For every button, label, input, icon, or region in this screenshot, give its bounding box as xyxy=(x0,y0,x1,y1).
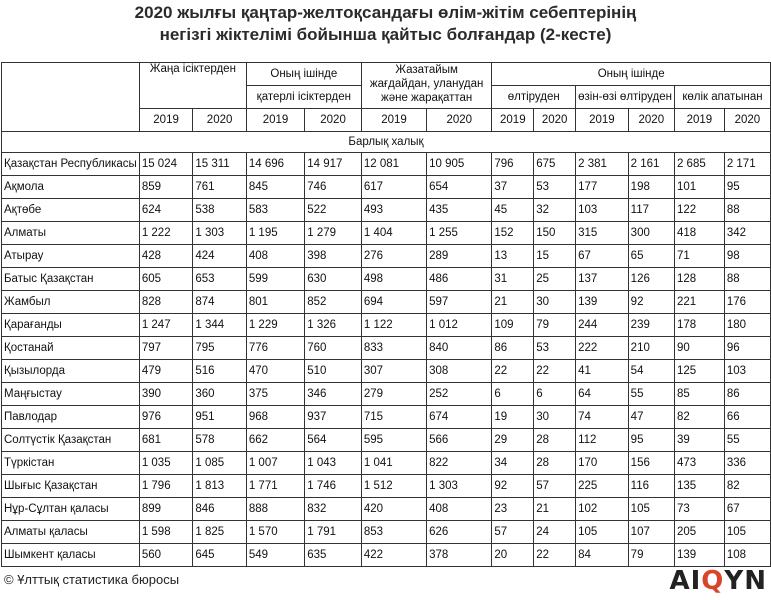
value-cell: 315 xyxy=(576,222,629,245)
year-cell: 2020 xyxy=(628,109,674,132)
value-cell: 599 xyxy=(246,268,304,291)
value-cell: 510 xyxy=(305,360,362,383)
value-cell: 222 xyxy=(576,337,629,360)
value-cell: 15 311 xyxy=(193,153,246,176)
value-cell: 549 xyxy=(246,544,304,567)
all-population-label: Барлық халық xyxy=(2,132,771,153)
value-cell: 1 043 xyxy=(305,452,362,475)
value-cell: 82 xyxy=(674,406,724,429)
value-cell: 25 xyxy=(534,268,576,291)
value-cell: 595 xyxy=(361,429,426,452)
table-row xyxy=(2,406,771,429)
region-name: Қарағанды xyxy=(2,314,140,337)
value-cell: 55 xyxy=(628,383,674,406)
value-cell: 1 035 xyxy=(139,452,193,475)
value-cell: 578 xyxy=(193,429,246,452)
value-cell: 390 xyxy=(139,383,193,406)
source-credit: © Ұлттық статистика бюросы xyxy=(4,572,180,587)
value-cell: 846 xyxy=(193,498,246,521)
region-name: Ақтөбе xyxy=(2,199,140,222)
value-cell: 378 xyxy=(427,544,492,567)
value-cell: 761 xyxy=(193,176,246,199)
year-cell: 2020 xyxy=(427,109,492,132)
value-cell: 32 xyxy=(534,199,576,222)
year-cell: 2019 xyxy=(576,109,629,132)
value-cell: 597 xyxy=(427,291,492,314)
region-name: Ақмола xyxy=(2,176,140,199)
value-cell: 899 xyxy=(139,498,193,521)
value-cell: 39 xyxy=(674,429,724,452)
value-cell: 88 xyxy=(724,199,770,222)
value-cell: 45 xyxy=(492,199,534,222)
table-row xyxy=(2,429,771,452)
value-cell: 2 171 xyxy=(724,153,770,176)
region-name: Түркістан xyxy=(2,452,140,475)
value-cell: 418 xyxy=(674,222,724,245)
value-cell: 20 xyxy=(492,544,534,567)
value-cell: 1 771 xyxy=(246,475,304,498)
value-cell: 1 012 xyxy=(427,314,492,337)
value-cell: 21 xyxy=(492,291,534,314)
value-cell: 801 xyxy=(246,291,304,314)
header-new-cases: Жаңа ісіктерден xyxy=(139,63,246,109)
value-cell: 566 xyxy=(427,429,492,452)
table-row xyxy=(2,383,771,406)
value-cell: 564 xyxy=(305,429,362,452)
table-row xyxy=(2,498,771,521)
header-of-which-2: Оның ішінде xyxy=(492,63,771,86)
region-name: Батыс Қазақстан xyxy=(2,268,140,291)
table-row xyxy=(2,153,771,176)
value-cell: 117 xyxy=(628,199,674,222)
value-cell: 12 081 xyxy=(361,153,426,176)
value-cell: 645 xyxy=(193,544,246,567)
value-cell: 1 326 xyxy=(305,314,362,337)
value-cell: 90 xyxy=(674,337,724,360)
value-cell: 177 xyxy=(576,176,629,199)
value-cell: 112 xyxy=(576,429,629,452)
region-name: Шығыс Қазақстан xyxy=(2,475,140,498)
year-cell: 2020 xyxy=(305,109,362,132)
value-cell: 859 xyxy=(139,176,193,199)
value-cell: 874 xyxy=(193,291,246,314)
value-cell: 479 xyxy=(139,360,193,383)
header-malignant: қатерлі ісіктерден xyxy=(246,86,361,109)
table-row xyxy=(2,475,771,498)
value-cell: 92 xyxy=(492,475,534,498)
table-row xyxy=(2,337,771,360)
value-cell: 1 344 xyxy=(193,314,246,337)
value-cell: 796 xyxy=(492,153,534,176)
value-cell: 832 xyxy=(305,498,362,521)
value-cell: 1 791 xyxy=(305,521,362,544)
value-cell: 1 007 xyxy=(246,452,304,475)
title-line-2: негізгі жіктелімі бойынша қайтыс болғандар (2-кесте) xyxy=(159,25,612,44)
value-cell: 1 122 xyxy=(361,314,426,337)
value-cell: 53 xyxy=(534,337,576,360)
logo-part: YN xyxy=(724,566,767,596)
value-cell: 662 xyxy=(246,429,304,452)
value-cell: 635 xyxy=(305,544,362,567)
value-cell: 74 xyxy=(576,406,629,429)
value-cell: 1 404 xyxy=(361,222,426,245)
value-cell: 107 xyxy=(628,521,674,544)
value-cell: 205 xyxy=(674,521,724,544)
value-cell: 653 xyxy=(193,268,246,291)
value-cell: 375 xyxy=(246,383,304,406)
region-name: Жамбыл xyxy=(2,291,140,314)
value-cell: 67 xyxy=(724,498,770,521)
table-row xyxy=(2,222,771,245)
value-cell: 86 xyxy=(724,383,770,406)
value-cell: 852 xyxy=(305,291,362,314)
value-cell: 1 085 xyxy=(193,452,246,475)
value-cell: 1 570 xyxy=(246,521,304,544)
value-cell: 67 xyxy=(576,245,629,268)
region-name: Павлодар xyxy=(2,406,140,429)
value-cell: 795 xyxy=(193,337,246,360)
value-cell: 47 xyxy=(628,406,674,429)
value-cell: 10 905 xyxy=(427,153,492,176)
value-cell: 583 xyxy=(246,199,304,222)
value-cell: 1 222 xyxy=(139,222,193,245)
region-name: Алматы қаласы xyxy=(2,521,140,544)
value-cell: 828 xyxy=(139,291,193,314)
table-row xyxy=(2,291,771,314)
value-cell: 937 xyxy=(305,406,362,429)
value-cell: 54 xyxy=(628,360,674,383)
value-cell: 135 xyxy=(674,475,724,498)
value-cell: 105 xyxy=(576,521,629,544)
value-cell: 221 xyxy=(674,291,724,314)
value-cell: 493 xyxy=(361,199,426,222)
value-cell: 522 xyxy=(305,199,362,222)
value-cell: 28 xyxy=(534,429,576,452)
region-name: Алматы xyxy=(2,222,140,245)
value-cell: 630 xyxy=(305,268,362,291)
value-cell: 122 xyxy=(674,199,724,222)
value-cell: 14 917 xyxy=(305,153,362,176)
value-cell: 715 xyxy=(361,406,426,429)
value-cell: 79 xyxy=(628,544,674,567)
value-cell: 210 xyxy=(628,337,674,360)
region-name: Қостанай xyxy=(2,337,140,360)
value-cell: 225 xyxy=(576,475,629,498)
value-cell: 6 xyxy=(534,383,576,406)
value-cell: 424 xyxy=(193,245,246,268)
value-cell: 2 685 xyxy=(674,153,724,176)
value-cell: 86 xyxy=(492,337,534,360)
header-accidents: Жазатайым жағдайдан, уланудан және жарақаттан xyxy=(361,63,492,109)
value-cell: 82 xyxy=(724,475,770,498)
header-region xyxy=(2,63,140,132)
value-cell: 498 xyxy=(361,268,426,291)
value-cell: 109 xyxy=(492,314,534,337)
value-cell: 538 xyxy=(193,199,246,222)
year-cell: 2020 xyxy=(724,109,770,132)
value-cell: 626 xyxy=(427,521,492,544)
value-cell: 1 279 xyxy=(305,222,362,245)
aiqyn-logo xyxy=(670,566,768,596)
value-cell: 57 xyxy=(534,475,576,498)
value-cell: 139 xyxy=(674,544,724,567)
value-cell: 116 xyxy=(628,475,674,498)
value-cell: 1 041 xyxy=(361,452,426,475)
value-cell: 694 xyxy=(361,291,426,314)
table-row xyxy=(2,268,771,291)
value-cell: 252 xyxy=(427,383,492,406)
value-cell: 55 xyxy=(724,429,770,452)
year-cell: 2019 xyxy=(674,109,724,132)
value-cell: 126 xyxy=(628,268,674,291)
value-cell: 308 xyxy=(427,360,492,383)
value-cell: 276 xyxy=(361,245,426,268)
value-cell: 150 xyxy=(534,222,576,245)
table-row xyxy=(2,521,771,544)
value-cell: 486 xyxy=(427,268,492,291)
value-cell: 95 xyxy=(724,176,770,199)
value-cell: 128 xyxy=(674,268,724,291)
value-cell: 244 xyxy=(576,314,629,337)
value-cell: 674 xyxy=(427,406,492,429)
value-cell: 560 xyxy=(139,544,193,567)
value-cell: 6 xyxy=(492,383,534,406)
value-cell: 34 xyxy=(492,452,534,475)
value-cell: 408 xyxy=(427,498,492,521)
value-cell: 1 512 xyxy=(361,475,426,498)
region-name: Қазақстан Республикасы xyxy=(2,153,140,176)
value-cell: 22 xyxy=(534,360,576,383)
value-cell: 833 xyxy=(361,337,426,360)
value-cell: 428 xyxy=(139,245,193,268)
value-cell: 398 xyxy=(305,245,362,268)
value-cell: 28 xyxy=(534,452,576,475)
header-transport: көлік апатынан xyxy=(674,86,770,109)
value-cell: 53 xyxy=(534,176,576,199)
value-cell: 654 xyxy=(427,176,492,199)
value-cell: 29 xyxy=(492,429,534,452)
value-cell: 2 161 xyxy=(628,153,674,176)
value-cell: 1 195 xyxy=(246,222,304,245)
value-cell: 152 xyxy=(492,222,534,245)
value-cell: 19 xyxy=(492,406,534,429)
table-row xyxy=(2,314,771,337)
region-name: Атырау xyxy=(2,245,140,268)
value-cell: 279 xyxy=(361,383,426,406)
logo-part: AI xyxy=(669,566,702,596)
value-cell: 746 xyxy=(305,176,362,199)
value-cell: 96 xyxy=(724,337,770,360)
region-name: Қызылорда xyxy=(2,360,140,383)
value-cell: 239 xyxy=(628,314,674,337)
value-cell: 888 xyxy=(246,498,304,521)
value-cell: 420 xyxy=(361,498,426,521)
value-cell: 289 xyxy=(427,245,492,268)
value-cell: 1 229 xyxy=(246,314,304,337)
value-cell: 473 xyxy=(674,452,724,475)
value-cell: 30 xyxy=(534,406,576,429)
value-cell: 24 xyxy=(534,521,576,544)
value-cell: 968 xyxy=(246,406,304,429)
logo-part-accent: Q xyxy=(701,566,725,596)
region-name: Шымкент қаласы xyxy=(2,544,140,567)
value-cell: 108 xyxy=(724,544,770,567)
value-cell: 342 xyxy=(724,222,770,245)
page-title xyxy=(0,2,771,46)
value-cell: 105 xyxy=(628,498,674,521)
value-cell: 79 xyxy=(534,314,576,337)
value-cell: 176 xyxy=(724,291,770,314)
table-row xyxy=(2,199,771,222)
header-of-which-1: Оның ішінде xyxy=(246,63,361,86)
mortality-table xyxy=(1,62,771,567)
value-cell: 822 xyxy=(427,452,492,475)
value-cell: 64 xyxy=(576,383,629,406)
value-cell: 15 xyxy=(534,245,576,268)
value-cell: 300 xyxy=(628,222,674,245)
value-cell: 22 xyxy=(492,360,534,383)
header-killed: өлтіруден xyxy=(492,86,576,109)
value-cell: 95 xyxy=(628,429,674,452)
value-cell: 22 xyxy=(534,544,576,567)
header-suicide: өзін-өзі өлтіруден xyxy=(576,86,675,109)
value-cell: 1 247 xyxy=(139,314,193,337)
value-cell: 156 xyxy=(628,452,674,475)
value-cell: 23 xyxy=(492,498,534,521)
value-cell: 21 xyxy=(534,498,576,521)
value-cell: 125 xyxy=(674,360,724,383)
table-row xyxy=(2,452,771,475)
value-cell: 1 746 xyxy=(305,475,362,498)
value-cell: 1 598 xyxy=(139,521,193,544)
value-cell: 73 xyxy=(674,498,724,521)
value-cell: 37 xyxy=(492,176,534,199)
value-cell: 71 xyxy=(674,245,724,268)
year-cell: 2019 xyxy=(246,109,304,132)
value-cell: 103 xyxy=(576,199,629,222)
value-cell: 1 825 xyxy=(193,521,246,544)
value-cell: 346 xyxy=(305,383,362,406)
value-cell: 102 xyxy=(576,498,629,521)
value-cell: 105 xyxy=(724,521,770,544)
value-cell: 516 xyxy=(193,360,246,383)
value-cell: 92 xyxy=(628,291,674,314)
value-cell: 198 xyxy=(628,176,674,199)
value-cell: 139 xyxy=(576,291,629,314)
value-cell: 760 xyxy=(305,337,362,360)
value-cell: 137 xyxy=(576,268,629,291)
value-cell: 13 xyxy=(492,245,534,268)
value-cell: 85 xyxy=(674,383,724,406)
value-cell: 681 xyxy=(139,429,193,452)
value-cell: 840 xyxy=(427,337,492,360)
value-cell: 180 xyxy=(724,314,770,337)
value-cell: 88 xyxy=(724,268,770,291)
value-cell: 797 xyxy=(139,337,193,360)
value-cell: 15 024 xyxy=(139,153,193,176)
value-cell: 853 xyxy=(361,521,426,544)
value-cell: 178 xyxy=(674,314,724,337)
value-cell: 605 xyxy=(139,268,193,291)
value-cell: 422 xyxy=(361,544,426,567)
value-cell: 170 xyxy=(576,452,629,475)
value-cell: 30 xyxy=(534,291,576,314)
value-cell: 65 xyxy=(628,245,674,268)
table-row xyxy=(2,245,771,268)
value-cell: 408 xyxy=(246,245,304,268)
value-cell: 1 796 xyxy=(139,475,193,498)
value-cell: 624 xyxy=(139,199,193,222)
value-cell: 84 xyxy=(576,544,629,567)
value-cell: 103 xyxy=(724,360,770,383)
value-cell: 31 xyxy=(492,268,534,291)
value-cell: 307 xyxy=(361,360,426,383)
value-cell: 435 xyxy=(427,199,492,222)
table-row xyxy=(2,544,771,567)
value-cell: 675 xyxy=(534,153,576,176)
value-cell: 360 xyxy=(193,383,246,406)
region-name: Нұр-Сұлтан қаласы xyxy=(2,498,140,521)
value-cell: 336 xyxy=(724,452,770,475)
value-cell: 1 303 xyxy=(193,222,246,245)
year-cell: 2020 xyxy=(193,109,246,132)
table-row xyxy=(2,360,771,383)
value-cell: 1 303 xyxy=(427,475,492,498)
value-cell: 617 xyxy=(361,176,426,199)
value-cell: 101 xyxy=(674,176,724,199)
region-name: Маңғыстау xyxy=(2,383,140,406)
year-cell: 2019 xyxy=(492,109,534,132)
value-cell: 776 xyxy=(246,337,304,360)
value-cell: 41 xyxy=(576,360,629,383)
value-cell: 14 696 xyxy=(246,153,304,176)
value-cell: 976 xyxy=(139,406,193,429)
value-cell: 1 255 xyxy=(427,222,492,245)
year-cell: 2019 xyxy=(361,109,426,132)
value-cell: 2 381 xyxy=(576,153,629,176)
value-cell: 98 xyxy=(724,245,770,268)
value-cell: 57 xyxy=(492,521,534,544)
year-cell: 2019 xyxy=(139,109,193,132)
year-cell: 2020 xyxy=(534,109,576,132)
table-row xyxy=(2,176,771,199)
title-line-1: 2020 жылғы қаңтар-желтоқсандағы өлім-жітім себептерінің xyxy=(134,3,637,22)
value-cell: 66 xyxy=(724,406,770,429)
value-cell: 470 xyxy=(246,360,304,383)
value-cell: 1 813 xyxy=(193,475,246,498)
value-cell: 951 xyxy=(193,406,246,429)
region-name: Солтүстік Қазақстан xyxy=(2,429,140,452)
value-cell: 845 xyxy=(246,176,304,199)
